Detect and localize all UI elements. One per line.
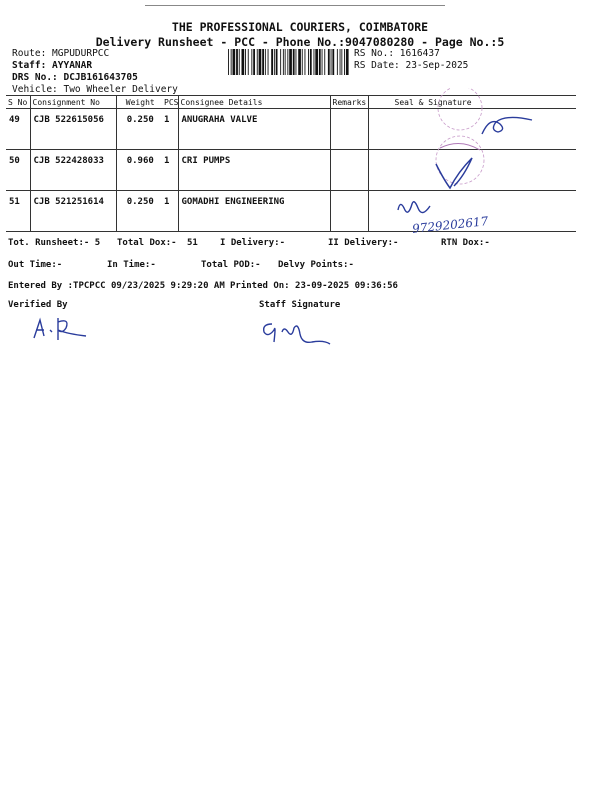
top-rule [145,5,445,6]
col-sno: S No [6,96,30,109]
col-consignment: Consignment No [30,96,116,109]
staff-label: Staff: AYYANAR [12,60,93,71]
runsheet-subtitle: Delivery Runsheet - PCC - Phone No.:9047080280 - Page No.:5 [95,35,505,49]
in-time: In Time:- [107,260,156,270]
entered-by: Entered By :TPCPCC 09/23/2025 9:29:20 AM [8,281,225,291]
company-title: THE PROFESSIONAL COURIERS, COIMBATORE [171,20,429,34]
row-consignee: CRI PUMPS [178,150,330,191]
i-delivery: I Delivery:- [220,238,286,248]
vehicle-label: Vehicle: Two Wheeler Delivery [12,84,178,95]
signature-row49 [476,106,536,142]
verifier-signature [28,314,92,344]
rs-date: RS Date: 23-Sep-2025 [354,60,469,71]
total-pod: Total POD:- [201,260,261,270]
total-dox-label: Total Dox:- [117,238,177,248]
rtn-dox: RTN Dox:- [441,238,490,248]
row-consignment: CJB 521251614 [30,191,116,232]
row-remarks [330,109,368,150]
row-pcs: 1 [164,150,178,191]
out-time: Out Time:- [8,260,63,270]
printed-on: Printed On: 23-09-2025 09:36:56 [230,281,398,291]
row-sno: 50 [6,150,30,191]
drs-label: DRS No.: DCJB161643705 [12,72,138,83]
col-remarks: Remarks [330,96,368,109]
row-sno: 51 [6,191,30,232]
total-dox-value: 51 [187,238,198,248]
row-pcs: 1 [164,191,178,232]
row-consignment: CJB 522615056 [30,109,116,150]
row-consignee: ANUGRAHA VALVE [178,109,330,150]
row-weight: 0.250 [116,191,164,232]
col-pcs: PCS [164,97,179,107]
col-consignee: Consignee Details [178,96,330,109]
row-weight: 0.250 [116,109,164,150]
handwritten-phone: 9729202617 [411,214,489,236]
row-consignment: CJB 522428033 [30,150,116,191]
row-weight: 0.960 [116,150,164,191]
verified-by-label: Verified By [8,300,68,310]
row-pcs: 1 [164,109,178,150]
tot-runsheet: Tot. Runsheet:- 5 [8,238,101,248]
signature-row50 [432,150,482,194]
row-remarks [330,150,368,191]
rs-number: RS No.: 1616437 [354,48,440,59]
route-label: Route: MGPUDURPCC [12,48,110,59]
col-weight: Weight [116,96,164,109]
row-sno: 49 [6,109,30,150]
ii-delivery: II Delivery:- [328,238,399,248]
row-consignee: GOMADHI ENGINEERING [178,191,330,232]
signature-row51 [394,196,434,222]
staff-signature-label: Staff Signature [259,300,341,310]
col-seal-signature: Seal & Signature [368,96,576,109]
delvy-points: Delvy Points:- [278,260,354,270]
row-remarks [330,191,368,232]
staff-signature [258,314,338,348]
barcode [227,49,351,75]
